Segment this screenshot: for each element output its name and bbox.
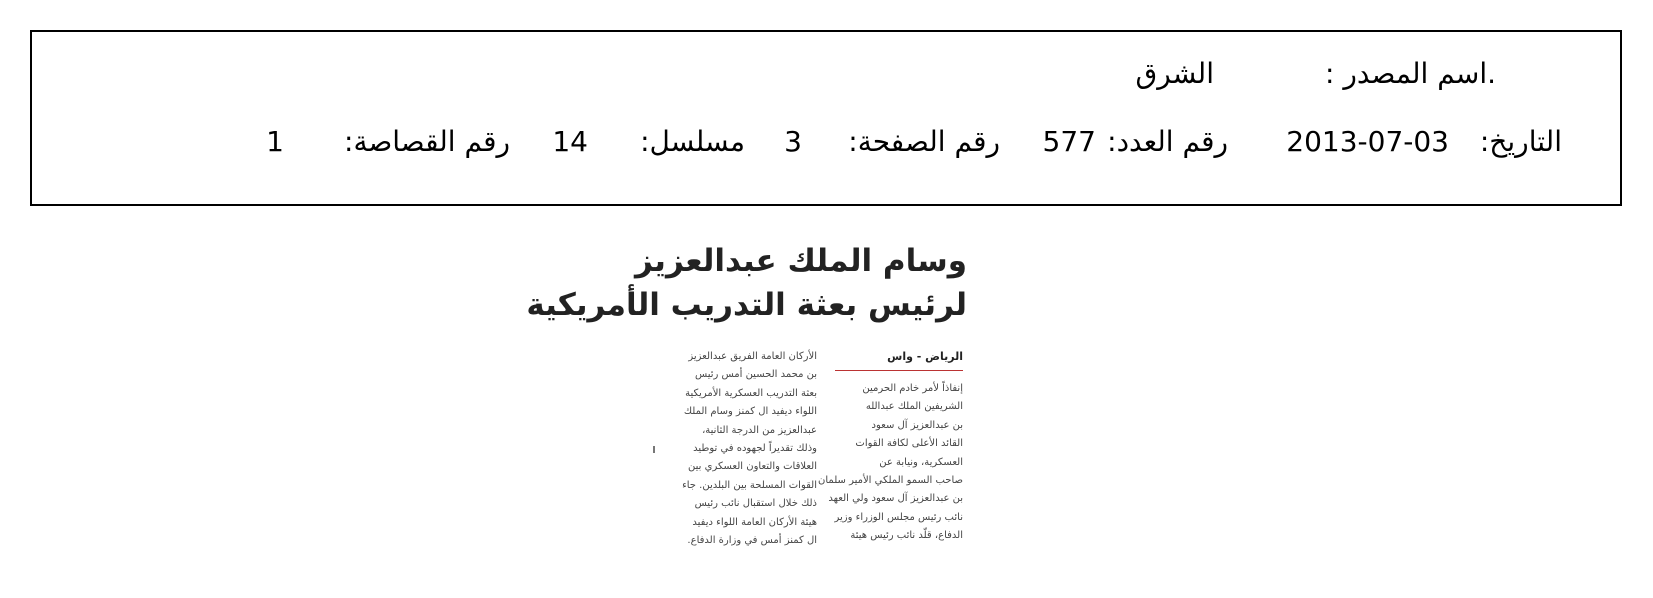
page-label: رقم الصفحة: xyxy=(848,125,1000,158)
article-column-right xyxy=(818,380,963,546)
column-line: ال كمنز أمس في وزارة الدفاع. xyxy=(687,535,817,547)
column-line: هيئة الأركان العامة اللواء ديفيد xyxy=(692,516,817,528)
headline-line-1: وسام الملك عبدالعزيز xyxy=(635,243,967,279)
column-line: بن عبدالعزيز آل سعود ولي العهد xyxy=(828,493,963,505)
column-line: الدفاع، قلّد نائب رئيس هيئة xyxy=(850,530,963,542)
dateline-rule xyxy=(835,370,963,371)
source-label: .اسم المصدر : xyxy=(1324,57,1496,90)
column-line: عبدالعزيز من الدرجة الثانية، xyxy=(702,424,817,436)
column-line: الشريفين الملك عبدالله xyxy=(865,401,963,413)
column-line: صاحب السمو الملكي الأمير سلمان xyxy=(818,475,963,487)
article-dateline: الرياض - واس xyxy=(887,350,963,363)
issue-label: رقم العدد: xyxy=(1107,125,1228,158)
column-line: إنفاذاً لأمر خادم الحرمين xyxy=(862,383,963,394)
column-line: ذلك خلال استقبال نائب رئيس xyxy=(694,498,817,510)
source-value: الشرق xyxy=(1135,57,1214,90)
clip-value: 1 xyxy=(266,125,284,158)
column-line: اللواء ديفيد ال كمنز وسام الملك xyxy=(683,406,817,418)
page-value: 3 xyxy=(784,125,802,158)
column-line: بن عبدالعزيز آل سعود xyxy=(871,419,963,431)
column-line: وذلك تقديراً لجهوده في توطيد xyxy=(693,443,817,455)
column-line: العسكرية، ونيابة عن xyxy=(879,456,963,468)
article-column-left xyxy=(677,348,817,550)
serial-label: مسلسل: xyxy=(640,125,745,158)
issue-value: 577 xyxy=(1042,125,1096,158)
column-line: بعثة التدريب العسكرية الأمريكية xyxy=(685,387,817,399)
column-line: القوات المسلحة بين البلدين. جاء xyxy=(682,479,817,491)
column-line: القائد الأعلى لكافة القوات xyxy=(855,438,963,450)
serial-value: 14 xyxy=(552,125,588,158)
column-line: بن محمد الحسين أمس رئيس xyxy=(694,369,817,381)
headline-line-2: لرئيس بعثة التدريب الأمريكية xyxy=(526,287,967,323)
date-label: التاريخ: xyxy=(1479,125,1562,158)
metadata-box xyxy=(30,30,1622,206)
column-line: الأركان العامة الفريق عبدالعزيز xyxy=(688,351,817,362)
column-line: نائب رئيس مجلس الوزراء وزير xyxy=(834,511,963,523)
column-line: العلاقات والتعاون العسكري بين xyxy=(688,461,817,473)
newspaper-clipping xyxy=(526,232,987,547)
clip-label: رقم القصاصة: xyxy=(344,125,510,158)
date-value: 2013-07-03 xyxy=(1286,125,1449,158)
